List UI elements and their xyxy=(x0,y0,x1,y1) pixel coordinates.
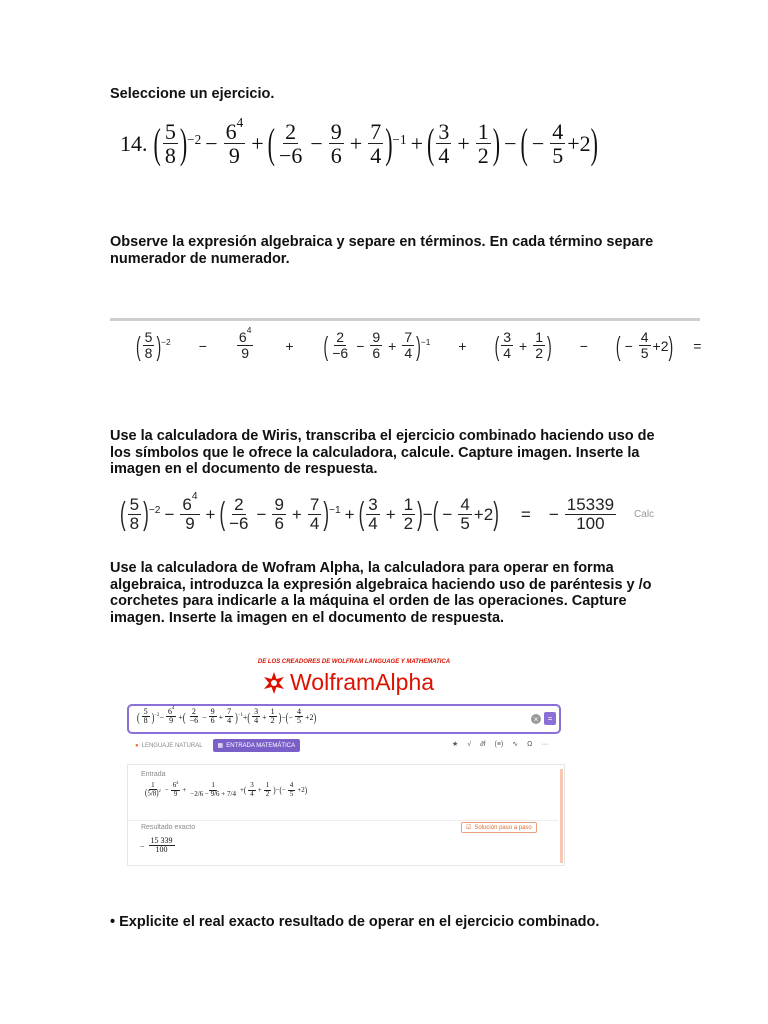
wiris-result-sign: − xyxy=(548,504,559,524)
terms-divider xyxy=(110,318,700,321)
favorite-icon[interactable]: ★ xyxy=(452,741,459,748)
calc-button[interactable]: Calc xyxy=(634,509,655,521)
natural-language-icon: ● xyxy=(135,742,139,749)
exact-result-label: Resultado exacto xyxy=(141,824,196,831)
wolfram-result-panel xyxy=(127,764,565,866)
instruction-final: • Explicite el real exacto resultado de operar en el ejercicio combinado. xyxy=(110,914,600,930)
mode-math-input[interactable]: ▦ ENTRADA MATEMÁTICA xyxy=(213,739,301,752)
wolfram-input-expression: ( $\frac{5}{8}$ ) $^{-2}$ − $\frac{6^4}{9}$ + ( $\frac{2}{-6}$ − $\frac{9}{6}$ + $\frac{7}{4}$ ) $^{-1}$ + ( $\frac{3}{4}$ + $\frac{1}{2}$ ) − ( − $\frac{4}{5}$ + 2 ) xyxy=(137,706,317,726)
submit-button[interactable]: = xyxy=(544,712,556,725)
exact-result: − $\frac{15 339}{100}$ xyxy=(140,836,173,855)
mode-natural-language[interactable]: ● LENGUAJE NATURAL xyxy=(135,742,203,749)
input-interpretation: $\frac{1}{(5/8)^2}$ − $\frac{6^4}{9}$ + $\frac{1}{-2/6 - 9/6 + 7/4}$ + ( $\frac{3}{4}$ + $\frac{1}{2}$ ) − ( − $\frac{4}{5}$ + 2 ) xyxy=(145,780,308,799)
instruction-select: Seleccione un ejercicio. xyxy=(110,86,275,102)
matrix-icon[interactable]: (≡) xyxy=(494,740,504,748)
exercise-expression: 14. ( $\frac{5}{8}$ ) $^{-2}$ − $\frac{6^4}{9}$ + ( $\frac{2}{-6}$ − $\frac{9}{6}$ + $\frac{7}{4}$ ) $^{-1}$ + ( $\frac{3}{4}$ + $\frac{1}{2}$ ) − ( − $\frac{4}{5}$ + 2 ) xyxy=(120,115,598,169)
more-icon[interactable]: ··· xyxy=(541,740,549,748)
exercise-number: 14. xyxy=(120,131,148,157)
wiris-calculation: ( $\frac{5}{8}$ ) $^{-2}$ − $\frac{6^4}{9}$ + ( $\frac{2}{-6}$ − $\frac{9}{6}$ + $\frac{7}{4}$ ) $^{-1}$ + ( $\frac{3}{4}$ + $\frac{1}{2}$ ) − ( − $\frac{4}{5}$ + 2 ) = − $\frac{15339}{100}$ Calc xyxy=(120,491,655,533)
instruction-wolfram: Use la calculadora de Wofram Alpha, la calculadora para operar en forma algebraica, introduzca la expresión algebraica haciendo uso de paréntesis y /o corchetes para indicarle a la máquina el orden de las operaciones. Capture imagen. Inserte la imagen en el documento de respuesta. xyxy=(110,560,652,626)
omega-icon[interactable]: Ω xyxy=(527,740,533,748)
input-pod-label: Entrada xyxy=(141,771,166,778)
wolfram-star-icon xyxy=(262,671,286,695)
instruction-observe: Observe la expresión algebraica y separe en términos. En cada término separe numerador de numerador. xyxy=(110,234,654,267)
wolfram-input-field[interactable] xyxy=(127,704,561,734)
input-mode-toggle xyxy=(131,739,300,752)
wolfram-tagline: DE LOS CREADORES DE WOLFRAM LANGUAGE Y MATHEMATICA xyxy=(257,659,451,665)
wiris-result: $\frac{15339}{100}$ xyxy=(566,495,615,533)
step-by-step-icon: ☑ xyxy=(466,825,472,831)
step-by-step-button[interactable]: ☑ Solución paso a paso xyxy=(461,822,537,833)
derivative-icon[interactable]: ∂f xyxy=(480,740,486,748)
pod-divider xyxy=(128,820,558,821)
math-toolbar xyxy=(452,740,548,748)
wolfram-logo: Wolfram Alpha xyxy=(262,669,434,696)
wave-icon[interactable]: ∿ xyxy=(512,741,519,748)
sqrt-icon[interactable]: √ xyxy=(467,740,472,748)
clear-input-icon[interactable]: × xyxy=(531,714,541,724)
math-input-icon: ▦ xyxy=(217,743,224,749)
result-scrollbar[interactable] xyxy=(560,769,563,863)
instruction-wiris: Use la calculadora de Wiris, transcriba el ejercicio combinado haciendo uso de los símbolos que le ofrece la calculadora, calcule. Capture imagen. Inserte la imagen en el documento de respuesta. xyxy=(110,428,655,477)
separated-terms: ( $\frac{5}{8}$ ) $^{-2}$ − $\frac{6^4}{9}$ + ( $\frac{2}{-6}$ − $\frac{9}{6}$ + $\frac{7}{4}$ ) $^{-1}$ + ( $\frac{3}{4}$ + $\frac{1}{2}$ ) − ( − $\frac{4}{5}$ + 2 ) = xyxy=(136,325,702,361)
